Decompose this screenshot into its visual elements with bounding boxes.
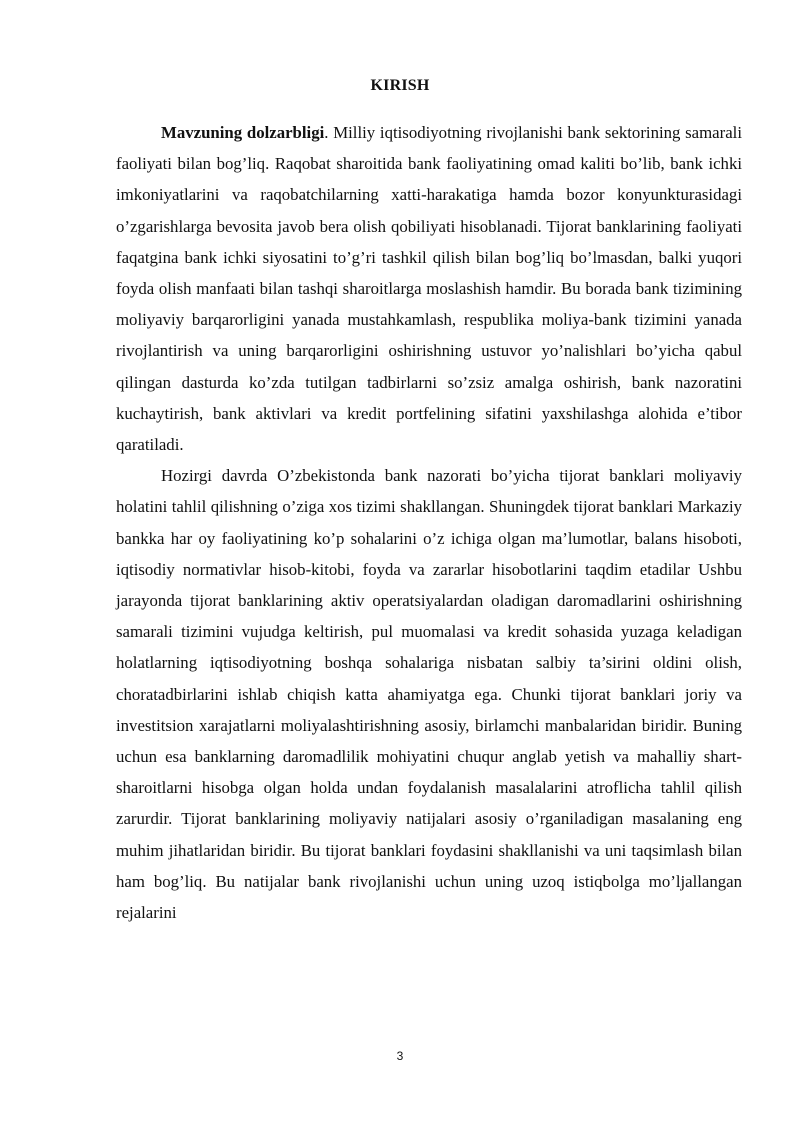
- page-title: KIRISH: [370, 77, 430, 94]
- paragraph-relevance: [116, 117, 742, 460]
- paragraph-text: . Milliy iqtisodiyotning rivojlanishi bank sektorining samarali faoliyati bilan bog’liq. Raqobat sharoitida bank faoliyatining omad kaliti bo’lib, bank ichki imkoniyatlarini va raqobatchilarning xatti-harakatiga hamda bozor konyunkturasidagi o’zgarishlarga bevosita javob bera olish qobiliyati hisoblanadi. Tijorat banklarining faoliyati faqatgina bank ichki siyosatini to’g’ri tashkil qilish bilan bog’liq bo’lmasdan, balki yuqori foyda olish manfaati bilan tashqi sharoitlarga moslashish hamdir. Bu borada bank tizimining moliyaviy barqarorligini yanada mustahkamlash, respublika moliya-bank tizimini yanada rivojlantirish va uning barqarorligini oshirishning ustuvor yo’nalishlari bo’yicha qabul qilingan dasturda ko’zda tutilgan tadbirlarni so’zsiz amalga oshirish, bank nazoratini kuchaytirish, bank aktivlari va kredit portfelining sifatini yaxshilashga alohida e’tibor qaratiladi.: [116, 123, 742, 455]
- page-number: 3: [396, 1049, 404, 1063]
- paragraph-lead: Mavzuning dolzarbligi: [161, 123, 325, 142]
- paragraph-banking-supervision: Hozirgi davrda O’zbekistonda bank nazorati bo’yicha tijorat banklari moliyaviy holatini tahlil qilishning o’ziga xos tizimi shakllangan. Shuningdek tijorat banklari Markaziy bankka har oy faoliyatining ko’p sohalarini o’z ichiga olgan ma’lumotlar, balans hisoboti, iqtisodiy normativlar hisob-kitobi, foyda va zararlar hisobotlarini taqdim etadilar Ushbu jarayonda tijorat banklarining aktiv operatsiyalardan oladigan daromadlarini oshirishning samarali tizimini vujudga keltirish, pul muomalasi va kredit sohasida yuzaga keladigan holatlarning iqtisodiyotning boshqa sohalariga nisbatan salbiy ta’sirini oldini olish, choratadbirlarini ishlab chiqish katta ahamiyatga ega. Chunki tijorat banklari joriy va investitsion xarajatlarni moliyalashtirishning asosiy, birlamchi manbalaridan biridir. Buning uchun esa banklarning daromadlilik mohiyatini chuqur anglab yetish va mahalliy shart-sharoitlarni hisobga olgan holda undan foydalanish masalalarini atroflicha tahlil qilish zarurdir. Tijorat banklarining moliyaviy natijalari asosiy o’rganiladigan masalaning eng muhim jihatlaridan biridir. Bu tijorat banklari foydasini shakllanishi va uni taqsimlash bilan ham bog’liq. Bu natijalar bank rivojlanishi uchun uning uzoq istiqbolga mo’ljallangan rejalarini: [116, 466, 742, 923]
- body-text: [116, 117, 742, 928]
